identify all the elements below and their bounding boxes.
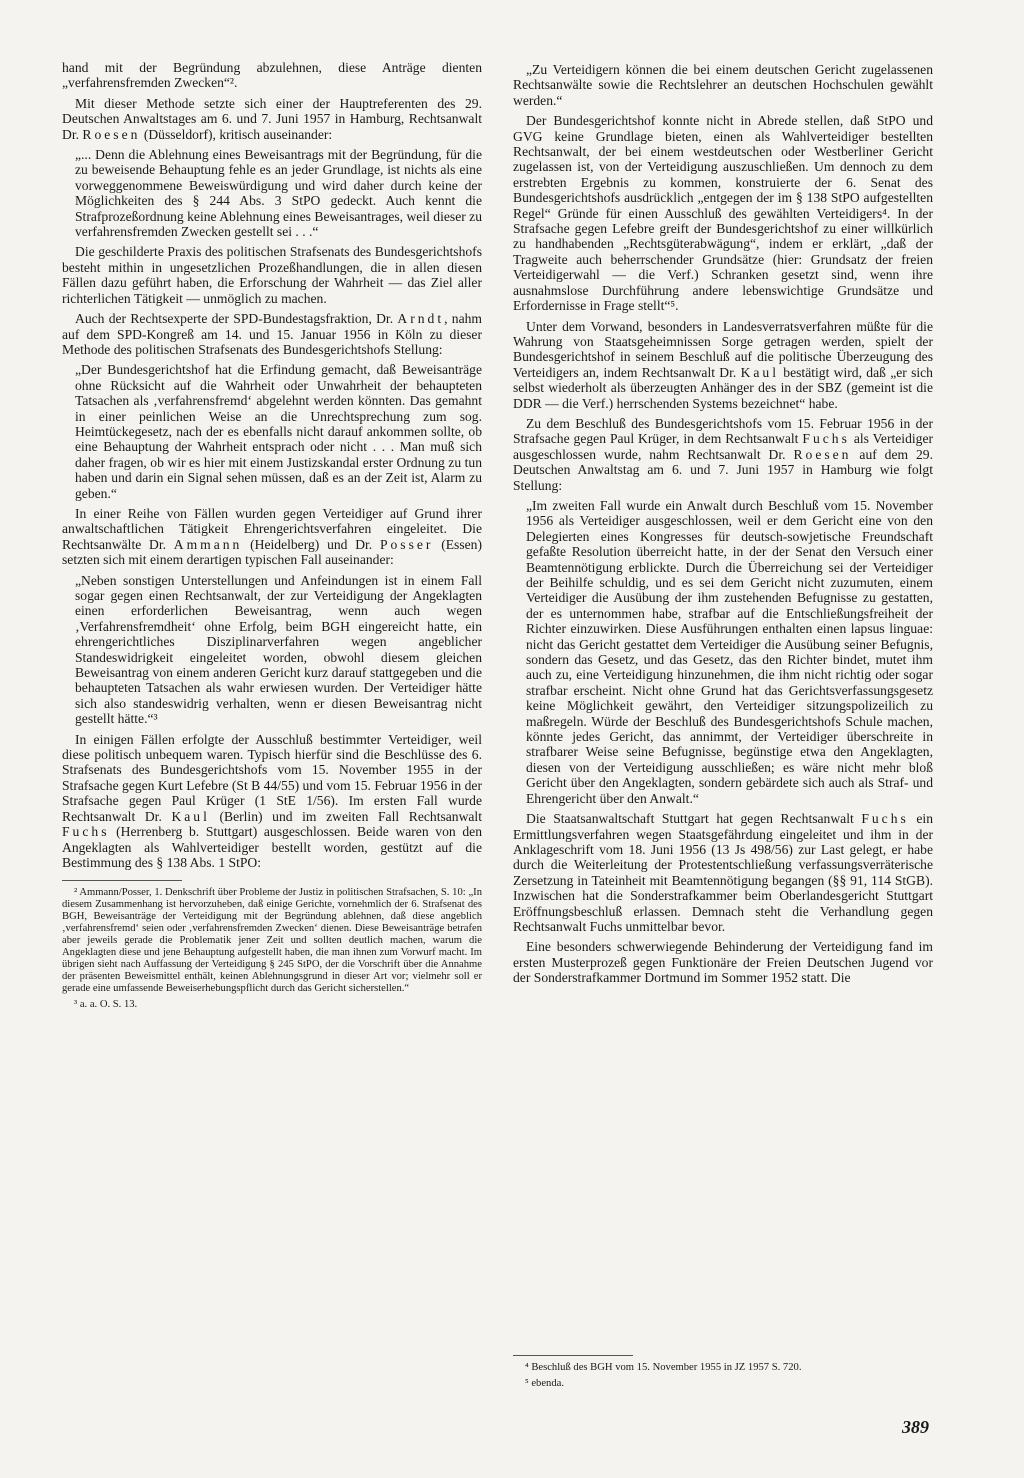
text-run: (Herrenberg b. Stuttgart) ausgeschlossen. Beide waren von den Angeklagten als Wahlverteidiger bestellt worden, gestützt auf die Bestimmung des § 138 Abs. 1 StPO: [62,824,482,870]
paragraph [62,96,482,142]
text-run: ein Ermittlungsverfahren wegen Staatsgefährdung eingeleitet und ihm in der Anklageschrift vom 18. Juni 1956 (13 Js 498/56) zur Last gelegt, er habe durch die Weiterleitung der Protestentschließung verfassungsverräterische Zersetzung in Tateinheit mit Beamtennötigung begangen (§§ 91, 114 StGB). Inzwischen hat die Sonderstrafkammer beim Oberlandesgericht Stuttgart Eröffnungsbeschluß erlassen. Demnach steht die Verhandlung gegen Rechtsanwalt Fuchs unmittelbar bevor. [513,811,933,934]
quote-text: „Zu Verteidigern können die bei einem deutschen Gericht zugelassenen Rechtsanwälte sowie die Rechtslehrer an deutschen Hochschulen gewählt werden.“ [513,62,933,108]
quote [75,147,482,239]
quote-text: „Neben sonstigen Unterstellungen und Anfeindungen ist in einem Fall sogar gegen einen Rechtsanwalt, der zur Verteidigung der Angeklagten einen erforderlichen Beweisantrag, wenn auch wegen ‚Verfahrensfremdheit‘ ohne Erfolg, beim BGH eingereicht hatte, ein ehrengerichtliches Disziplinarverfahren wegen angeblicher Standeswidrigkeit eingeleitet worden, obwohl diesem gleichen Beweisantrag von einem anderen Gericht kurz darauf stattgegeben und die behaupteten Tatsachen als wahr erwiesen wurden. Der Verteidiger hätte sich also standeswidrig verhalten, wenn er diesen Beweisantrag nicht gestellt hätte.“³ [75,572,482,727]
text-run: (Essen) setzten sich mit einem derartigen typischen Fall auseinander: [62,536,482,568]
quote-text: „Der Bundesgerichtshof hat die Erfindung gemacht, daß Beweisanträge ohne Rücksicht auf die Wahrheit oder Unwahrheit der behaupteten Tatsachen als ‚verfahrensfremd‘ abgelehnt werden könnten. Das gemahnt in einer peinlichen Weise an die Unrechtsprechung zum sog. Heimtückegesetz, nach der es ebenfalls nicht darauf ankommen sollte, ob eine Behauptung der Wahrheit entsprach oder nicht . . . Man muß sich daher fragen, ob wir es hier mit einem Justizskandal erster Ordnung zu tun haben und darin ein Signal sehen müssen, daß es an der Zeit ist, Alarm zu geben.“ [75,362,482,501]
spaced-name: Arndt [397,311,445,327]
text-run: (Berlin) und im zweiten Fall Rechtsanwalt [209,808,482,824]
spaced-name: Fuchs [802,431,850,447]
text-run: Mit dieser Methode setzte sich einer der Hauptreferenten des 29. Deutschen Anwaltstages am 6. und 7. Juni 1957 in Hamburg, Rechtsanwalt Dr. [62,95,482,142]
quote [75,573,482,727]
left-column [62,60,482,1015]
paragraph [62,311,482,357]
spaced-name: Ammann [173,536,243,552]
text-run: , nahm auf dem SPD-Kongreß am 14. und 15. Januar 1956 in Köln zu dieser Methode des politischen Strafsenats des Bundesgerichtshofs Stellung: [62,311,482,357]
text-run: Auch der Rechtsexperte der SPD-Bundestagsfraktion, Dr. [75,311,398,327]
text-run: bestätigt wird, daß „er sich selbst wiederholt als überzeugten Anhänger des in der SBZ (gemeint ist die DDR — die Verf.) herrschenden Systems bezeichnet“ habe. [513,364,933,411]
paragraph [513,416,933,493]
quote [526,498,933,806]
text-run: (Düsseldorf), kritisch auseinander: [140,126,333,142]
text-run: Unter dem Vorwand, besonders in Landesverratsverfahren müßte für die Wahrung von Staatsgeheimnissen Sorge getragen werden, spielt der Bundesgerichtshof in seinem Beschluß auf die politische Überzeugung des Verteidigers an, indem Rechtsanwalt Dr. [513,318,933,380]
spaced-name: Roesen [793,446,852,462]
text-run: Zu dem Beschluß des Bundesgerichtshofs vom 15. Februar 1956 in der Strafsache gegen Paul Krüger, in dem Rechtsanwalt [513,415,933,447]
paragraph: Eine besonders schwerwiegende Behinderung der Verteidigung fand im ersten Musterprozeß gegen Funktionäre der Freien Deutschen Jugend vor der Sonderstrafkammer Dortmund im Sommer 1952 statt. Die [513,939,933,986]
paragraph [62,506,482,568]
paragraph [513,811,933,934]
footnote-divider [62,880,182,881]
footnote: ² Ammann/Posser, 1. Denkschrift über Probleme der Justiz in politischen Strafsachen, S. 10: „In diesem Zusammenhang ist hervorzuheben, daß einige Gerichte, vornehmlich der 6. Strafsenat des BGH, Beweisanträge der Verteidigung mit der Begründung ablehnen, daß diese angeblich ‚verfahrensfremd‘ seien oder ‚verfahrensfremden Zwecken‘ dienen. Diese Beweisanträge betrafen aber jeweils gerade die Problematik jener Zeit und sollten deutlich machen, warum die Angeklagten diese und jene Behauptung aufgestellt haben, die man ihnen zum Vorwurf macht. Im übrigen sieht nach Auffassung der Verteidigung § 245 StPO, der die Vorschrift über die Annahme der präsenten Beweismittel enthält, keinen Ablehnungsgrund in dieser Art vor; vielmehr soll er gerade eine umfassende Beweiserhebungspflicht durch das Gericht sicherstellen.“ [62,887,482,995]
quote-text: „Im zweiten Fall wurde ein Anwalt durch Beschluß vom 15. November 1956 als Verteidiger ausgeschlossen, weil er dem Gericht eine von den Delegierten eines Kongresses für deutsch-sowjetische Freundschaft gefaßte Resolution überreicht hatte, in der der Senat den Versuch einer Beamtennötigung erblickte. Durch die Überreichung sei der Verteidiger der Beihilfe schuldig, und es sei dem Gericht nicht zuzumuten, einem Verteidiger die Ausübung der ihm zustehenden Befugnisse zu gestatten, der es unternommen habe, strafbar auf die Entschließungsfreiheit der Richter einzuwirken. Diese Ausführungen enthalten einen lapsus linguae: nicht das Gericht gestattet dem Verteidiger die Ausübung seiner Befugnis, sondern das Gesetz, und das Gesetz, das den Richter bindet, mutet ihm auch zu, eine Verteidigung hinzunehmen, die ihm nicht richtig oder sogar strafbar erscheint. Nicht ohne Grund hat das Gerichtsverfassungsgesetz keine Möglichkeit gewährt, den Verteidiger sitzungspolizeilich zu maßregeln. Würde der Beschluß des Bundesgerichtshofs Schule machen, könnte jedes Gericht, das annimmt, der Verteidiger überschreite in strafbarer Weise seine Befugnisse, begünstige etwa den Angeklagten, diesen von der Verteidigung ausschließen; es wäre nicht mehr bloß Gericht über den Angeklagten, sondern gebärdete sich auch als Straf- und Ehrengericht über den Anwalt.“ [526,497,933,806]
right-column [513,62,933,991]
paragraph: Der Bundesgerichtshof konnte nicht in Abrede stellen, daß StPO und GVG keine Grundlage bieten, einen als Wahlverteidiger bestellten Rechtsanwalt, der bei einem westdeutschen oder Westberliner Gericht zugelassen ist, von der Verteidigung auszuschließen. Um dennoch zu dem erstrebten Ergebnis zu kommen, konstruierte der 6. Senat des Bundesgerichtshofs ausdrücklich „entgegen der im § 138 StPO aufgestellten Regel“ Gründe für einen Ausschluß des gewählten Verteidigers⁴. In der Strafsache gegen Lefebre greift der Bundesgerichtshof zu einer willkürlich zu handhabenden „Rechtsgüterabwägung“, indem er erklärt, „daß der Tragweite auch beherrschender Grundsätze (hier: Grundsatz der freien Verteidigerwahl — die Verf.) Schranken gesetzt sind, wenn ihre ausnahmslose Durchführung andere lebenswichtige Grundsätze und Erfordernisse in Frage stellt“⁵. [513,113,933,314]
footnote: ³ a. a. O. S. 13. [74,999,138,1011]
page-number: 389 [902,1417,929,1437]
footnote: ⁴ Beschluß des BGH vom 15. November 1955 in JZ 1957 S. 720. [525,1362,802,1373]
spaced-name: Kaul [171,808,210,824]
quote [75,362,482,501]
spaced-name: Fuchs [861,811,909,827]
spaced-name: Roesen [82,126,141,142]
spaced-name: Posser [379,536,434,552]
text-run: als Verteidiger ausgeschlossen wurde, nahm Rechtsanwalt Dr. [513,431,933,462]
spaced-name: Fuchs [62,824,110,840]
quote [513,62,933,108]
quote-text: „... Denn die Ablehnung eines Beweisantrags mit der Begründung, für die zu beweisende Behauptung fehle es an jeder Grundlage, ist nichts als eine vorweggenommene Beweiswürdigung und wird daher durch keine der Möglichkeiten des § 244 Abs. 3 StPO gedeckt. Auch kennt die Strafprozeßordnung keine Ablehnung eines Beweisantrages, weil dieser zu verfahrensfremden Zwecken gestellt sei . . .“ [75,147,482,240]
spaced-name: Kaul [740,364,780,380]
text-run: In einigen Fällen erfolgte der Ausschluß bestimmter Verteidiger, weil diese politisch unbequem waren. Typisch hierfür sind die Beschlüsse des 6. Strafsenats des Bundesgerichtshofs vom 15. November 1955 in der Strafsache gegen Kurt Lefebre (St B 44/55) und vom 15. Februar 1956 in der Strafsache gegen Paul Krüger (1 StE 1/56). Im ersten Fall wurde Rechtsanwalt Dr. [62,731,482,824]
footnote: ⁵ ebenda. [525,1378,564,1389]
right-footnotes [513,1355,943,1394]
text-run: Die Staatsanwaltschaft Stuttgart hat gegen Rechtsanwalt [526,811,862,827]
text-run: (Heidelberg) und Dr. [242,536,380,552]
paragraph [513,319,933,411]
paragraph: Die geschilderte Praxis des politischen Strafsenats des Bundesgerichtshofs besteht mithin in ungesetzlichen Prozeßhandlungen, die in allen diesen Fällen dazu geführt haben, die Erforschung der Wahrheit — das Ziel aller richterlichen Tätigkeit — unmöglich zu machen. [62,244,482,306]
paragraph: hand mit der Begründung abzulehnen, diese Anträge dienten „verfahrensfremden Zwecken“². [62,60,482,91]
text-run: auf dem 29. Deutschen Anwaltstag am 6. und 7. Juni 1957 in Hamburg wie folgt Stellung: [513,446,933,493]
text-run: In einer Reihe von Fällen wurden gegen Verteidiger auf Grund ihrer anwaltschaftlichen Tätigkeit Ehrengerichtsverfahren eingeleitet. Die Rechtsanwälte Dr. [62,505,482,552]
paragraph [62,732,482,871]
footnote-divider [513,1355,633,1356]
